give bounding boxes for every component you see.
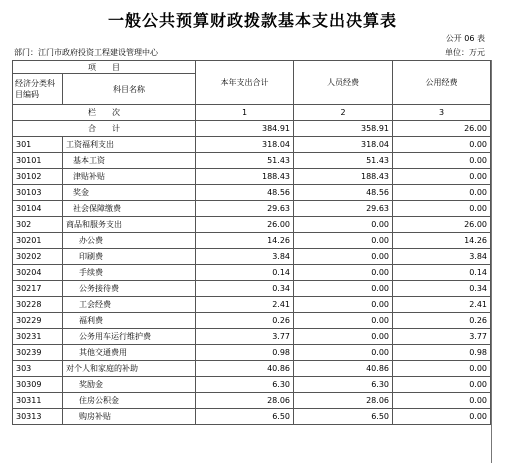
- row-code: 302: [13, 217, 63, 233]
- row-subject-name: 基本工资: [63, 153, 196, 169]
- row-personnel: 0.00: [294, 233, 393, 249]
- row-code: 30104: [13, 201, 63, 217]
- row-code: 30309: [13, 377, 63, 393]
- row-code: 30102: [13, 169, 63, 185]
- row-total: 0.98: [196, 345, 294, 361]
- row-code: 30103: [13, 185, 63, 201]
- table-row: [13, 233, 491, 249]
- row-total: 14.26: [196, 233, 294, 249]
- row-total: 40.86: [196, 361, 294, 377]
- table-row: [13, 409, 491, 425]
- row-total: 51.43: [196, 153, 294, 169]
- column-index-3: 3: [393, 105, 491, 121]
- table-row: [13, 393, 491, 409]
- row-public: 0.98: [393, 345, 491, 361]
- row-personnel: 29.63: [294, 201, 393, 217]
- row-subject-name: 印刷费: [63, 249, 196, 265]
- table-row: [13, 265, 491, 281]
- unit-label: 单位：万元: [445, 48, 485, 57]
- row-personnel: 51.43: [294, 153, 393, 169]
- header-personnel: 人员经费: [294, 61, 393, 105]
- row-public: 0.14: [393, 265, 491, 281]
- table-row: [13, 377, 491, 393]
- table-row: [13, 217, 491, 233]
- row-total: 6.30: [196, 377, 294, 393]
- expenditure-table: [12, 60, 491, 425]
- row-public: 0.00: [393, 153, 491, 169]
- row-code: 30239: [13, 345, 63, 361]
- header-project: 项 目: [13, 61, 196, 74]
- row-code: 30202: [13, 249, 63, 265]
- row-subject-name: 办公费: [63, 233, 196, 249]
- row-personnel: 6.30: [294, 377, 393, 393]
- column-index-label: 栏 次: [13, 105, 196, 121]
- row-code: 30217: [13, 281, 63, 297]
- row-public: 0.00: [393, 185, 491, 201]
- row-subject-name: 对个人和家庭的补助: [63, 361, 196, 377]
- total-amount: 384.91: [196, 121, 294, 137]
- row-code: 303: [13, 361, 63, 377]
- row-personnel: 0.00: [294, 265, 393, 281]
- row-total: 48.56: [196, 185, 294, 201]
- row-subject-name: 公务接待费: [63, 281, 196, 297]
- row-personnel: 0.00: [294, 345, 393, 361]
- row-public: 0.00: [393, 169, 491, 185]
- column-index-1: 1: [196, 105, 294, 121]
- row-subject-name: 住房公积金: [63, 393, 196, 409]
- row-personnel: 0.00: [294, 281, 393, 297]
- row-personnel: 318.04: [294, 137, 393, 153]
- table-row: [13, 137, 491, 153]
- row-total: 3.84: [196, 249, 294, 265]
- header-public: 公用经费: [393, 61, 491, 105]
- department-label: 部门：江门市政府投资工程建设管理中心: [14, 48, 158, 57]
- row-code: 30228: [13, 297, 63, 313]
- row-public: 14.26: [393, 233, 491, 249]
- row-code: 30201: [13, 233, 63, 249]
- row-public: 2.41: [393, 297, 491, 313]
- row-total: 28.06: [196, 393, 294, 409]
- row-personnel: 188.43: [294, 169, 393, 185]
- row-personnel: 0.00: [294, 249, 393, 265]
- row-subject-name: 购房补贴: [63, 409, 196, 425]
- row-personnel: 48.56: [294, 185, 393, 201]
- row-code: 30311: [13, 393, 63, 409]
- row-code: 301: [13, 137, 63, 153]
- row-total: 2.41: [196, 297, 294, 313]
- right-border: [491, 60, 492, 463]
- table-row: [13, 249, 491, 265]
- table-row: [13, 345, 491, 361]
- row-public: 0.00: [393, 393, 491, 409]
- page-title: 一般公共预算财政拨款基本支出决算表: [107, 11, 397, 30]
- row-subject-name: 福利费: [63, 313, 196, 329]
- row-personnel: 0.00: [294, 217, 393, 233]
- row-public: 0.00: [393, 377, 491, 393]
- row-subject-name: 津贴补贴: [63, 169, 196, 185]
- row-public: 0.34: [393, 281, 491, 297]
- row-public: 0.00: [393, 201, 491, 217]
- row-total: 29.63: [196, 201, 294, 217]
- row-public: 3.77: [393, 329, 491, 345]
- row-personnel: 6.50: [294, 409, 393, 425]
- row-total: 0.26: [196, 313, 294, 329]
- form-number: 公开 06 表: [445, 34, 485, 43]
- table-row: [13, 297, 491, 313]
- table-row: [13, 201, 491, 217]
- row-personnel: 40.86: [294, 361, 393, 377]
- row-subject-name: 公务用车运行维护费: [63, 329, 196, 345]
- header-econ-code: 经济分类科目编码: [13, 74, 63, 105]
- row-public: 0.26: [393, 313, 491, 329]
- header-total: 本年支出合计: [196, 61, 294, 105]
- row-public: 0.00: [393, 137, 491, 153]
- row-code: 30229: [13, 313, 63, 329]
- row-total: 188.43: [196, 169, 294, 185]
- row-subject-name: 其他交通费用: [63, 345, 196, 361]
- row-total: 6.50: [196, 409, 294, 425]
- table-row: [13, 313, 491, 329]
- row-total: 3.77: [196, 329, 294, 345]
- row-code: 30231: [13, 329, 63, 345]
- row-subject-name: 工会经费: [63, 297, 196, 313]
- row-personnel: 0.00: [294, 313, 393, 329]
- row-personnel: 28.06: [294, 393, 393, 409]
- row-total: 318.04: [196, 137, 294, 153]
- row-public: 3.84: [393, 249, 491, 265]
- table-row: [13, 153, 491, 169]
- row-code: 30101: [13, 153, 63, 169]
- table-row: [13, 281, 491, 297]
- total-label: 合 计: [13, 121, 196, 137]
- row-code: 30204: [13, 265, 63, 281]
- row-subject-name: 奖励金: [63, 377, 196, 393]
- total-personnel: 358.91: [294, 121, 393, 137]
- row-personnel: 0.00: [294, 329, 393, 345]
- row-public: 26.00: [393, 217, 491, 233]
- column-index-2: 2: [294, 105, 393, 121]
- row-public: 0.00: [393, 361, 491, 377]
- row-total: 26.00: [196, 217, 294, 233]
- header-subject-name: 科目名称: [63, 74, 196, 105]
- table-row: [13, 169, 491, 185]
- row-subject-name: 社会保障缴费: [63, 201, 196, 217]
- row-total: 0.14: [196, 265, 294, 281]
- row-subject-name: 奖金: [63, 185, 196, 201]
- row-code: 30313: [13, 409, 63, 425]
- table-row: [13, 185, 491, 201]
- row-subject-name: 商品和服务支出: [63, 217, 196, 233]
- row-personnel: 0.00: [294, 297, 393, 313]
- row-subject-name: 手续费: [63, 265, 196, 281]
- table-row: [13, 361, 491, 377]
- row-subject-name: 工资福利支出: [63, 137, 196, 153]
- row-public: 0.00: [393, 409, 491, 425]
- total-public: 26.00: [393, 121, 491, 137]
- row-total: 0.34: [196, 281, 294, 297]
- table-row: [13, 329, 491, 345]
